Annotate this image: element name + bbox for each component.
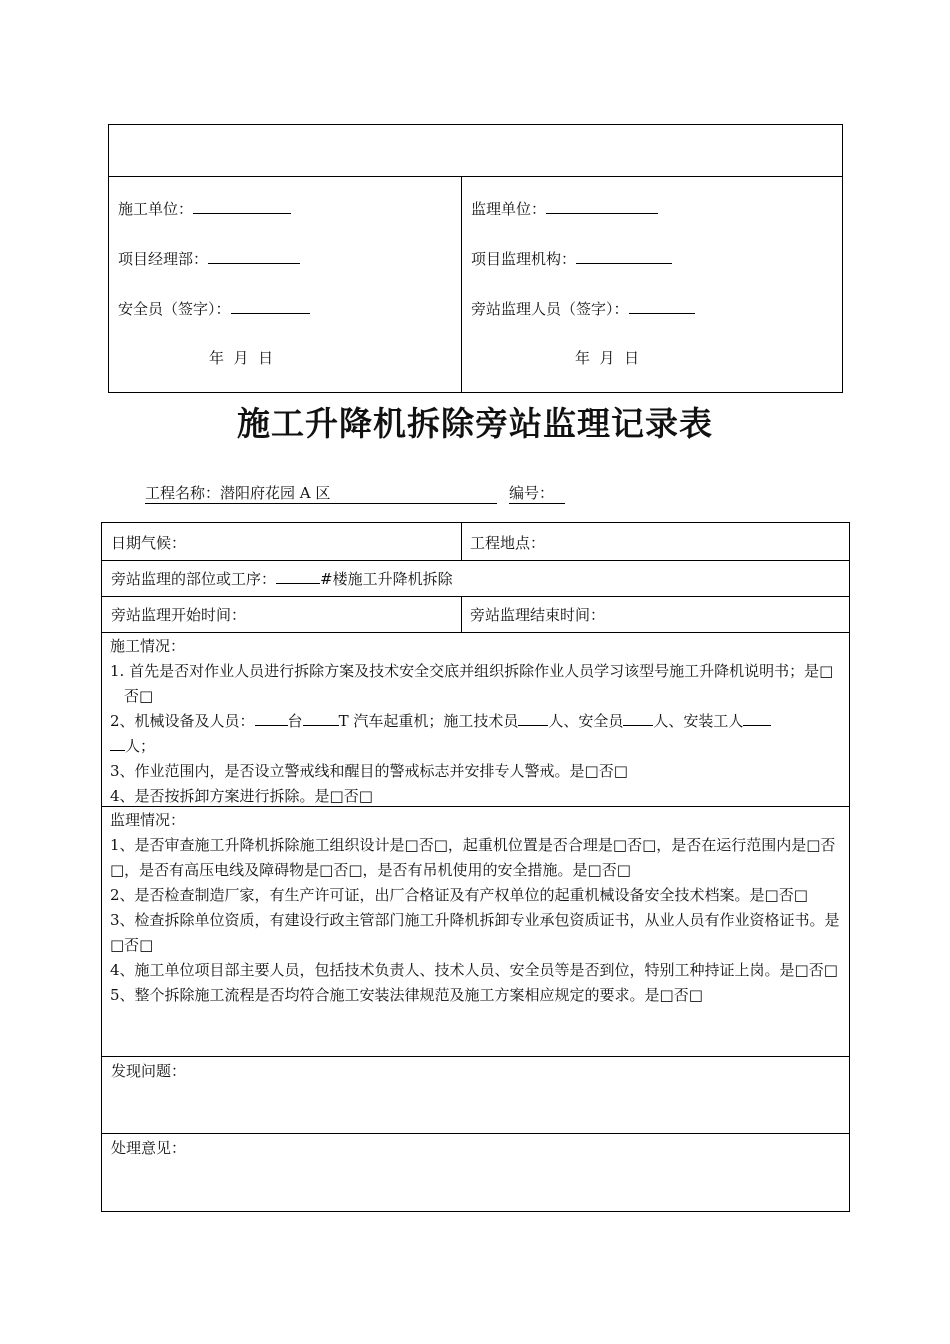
right-date-label: 年 月 日 [575,349,640,367]
item2-label: 2、机械设备及人员： [110,712,255,730]
crane-tonnage-field[interactable] [303,711,339,726]
supervision-item-1: 1、是否审查施工升降机拆除施工组织设计是□否□，起重机位置是否合理是□否□，是否在运行范围内是□否□，是否有高压电线及障碍物是□否□，是否有吊机使用的安全措施。是□否□ [110,836,836,879]
construction-item-2 [110,709,842,759]
safety-officer-signature-field[interactable] [231,299,310,314]
row-divider [102,596,849,597]
row-divider [102,632,849,633]
top-form [108,124,843,393]
site-label: 工程地点： [470,534,546,552]
record-table [101,522,850,1212]
project-manager-dept-row [118,248,300,269]
column-divider [461,596,462,632]
record-number-label: 编号： [509,484,555,502]
project-supervision-org-label: 项目监理机构： [471,250,577,268]
date-weather-label: 日期气候： [111,534,187,552]
item2-unit-tai: 台 [287,712,303,730]
construction-item-3: 3、作业范围内，是否设立警戒线和醒目的警戒标志并安排专人警戒。是□否□ [110,762,628,780]
supervision-item-5: 5、整个拆除施工流程是否均符合施工安装法律规范及施工方案相应规定的要求。是□否□ [110,986,703,1004]
safety-staff-count-field[interactable] [623,711,653,726]
page-title: 施工升降机拆除旁站监理记录表 [237,404,713,443]
supervision-part-label: 旁站监理的部位或工序： [111,570,277,588]
installer-count-field-a[interactable] [743,711,771,726]
supervision-heading: 监理情况： [110,811,186,829]
issues-label: 发现问题： [111,1062,187,1080]
row-divider [102,1056,849,1057]
supervision-item-3: 3、检查拆除单位资质，有建设行政主管部门施工升降机拆卸专业承包资质证书，从业人员有作业资格证书。是□否□ [110,911,840,954]
onsite-supervisor-row [471,298,695,319]
supervision-unit-field[interactable] [546,199,658,214]
project-meta-line [145,482,565,504]
project-name-value: 潜阳府花园 A 区 [220,484,331,502]
project-supervision-org-field[interactable] [576,249,672,264]
supervision-section [110,808,842,1008]
supervision-part-row [111,568,453,589]
supervision-unit-label: 监理单位： [471,200,547,218]
left-date-label: 年 月 日 [209,349,274,367]
construction-unit-field[interactable] [193,199,291,214]
installer-count-field-b[interactable] [110,736,125,751]
supervision-part-value: #楼施工升降机拆除 [320,570,453,588]
issues-input-area[interactable] [103,1083,848,1131]
item2-crane: T 汽车起重机；施工技术员 [338,712,519,730]
safety-officer-label: 安全员（签字）： [118,300,231,318]
column-divider [461,523,462,560]
onsite-supervisor-signature-field[interactable] [629,299,695,314]
record-number-field [509,482,565,504]
top-form-header-divider [109,176,842,177]
project-name-label: 工程名称： [145,484,221,502]
construction-unit-row [118,198,291,219]
item2-end: 人； [125,737,156,755]
opinion-label: 处理意见： [111,1139,187,1157]
end-time-label: 旁站监理结束时间： [470,606,606,624]
construction-item-4: 4、是否按拆卸方案进行拆除。是□否□ [110,787,373,805]
supervision-item-4: 4、施工单位项目部主要人员，包括技术负责人、技术人员、安全员等是否到位，特别工种持证上岗。是□否□ [110,961,838,979]
item2-installers: 人、安装工人 [653,712,744,730]
row-divider [102,560,849,561]
safety-officer-row [118,298,310,319]
item2-safety: 人、安全员 [548,712,624,730]
machine-count-field[interactable] [255,711,288,726]
project-manager-dept-field[interactable] [208,249,300,264]
top-form-column-divider [461,176,462,393]
opinion-input-area[interactable] [103,1160,848,1210]
project-manager-dept-label: 项目经理部： [118,250,209,268]
construction-section [110,634,842,809]
construction-heading: 施工情况： [110,637,186,655]
building-number-field[interactable] [276,569,320,584]
project-supervision-org-row [471,248,672,269]
tech-staff-count-field[interactable] [518,711,548,726]
supervision-unit-row [471,198,658,219]
construction-unit-label: 施工单位： [118,200,194,218]
onsite-supervisor-label: 旁站监理人员（签字）： [471,300,629,318]
project-name-field [145,482,497,504]
construction-item-1: 1. 首先是否对作业人员进行拆除方案及技术安全交底并组织拆除作业人员学习该型号施工升降机说明书；是□否□ [110,662,834,705]
start-time-label: 旁站监理开始时间： [111,606,247,624]
supervision-item-2: 2、是否检查制造厂家，有生产许可证，出厂合格证及有产权单位的起重机械设备安全技术档案。是□否□ [110,886,808,904]
row-divider [102,1133,849,1134]
